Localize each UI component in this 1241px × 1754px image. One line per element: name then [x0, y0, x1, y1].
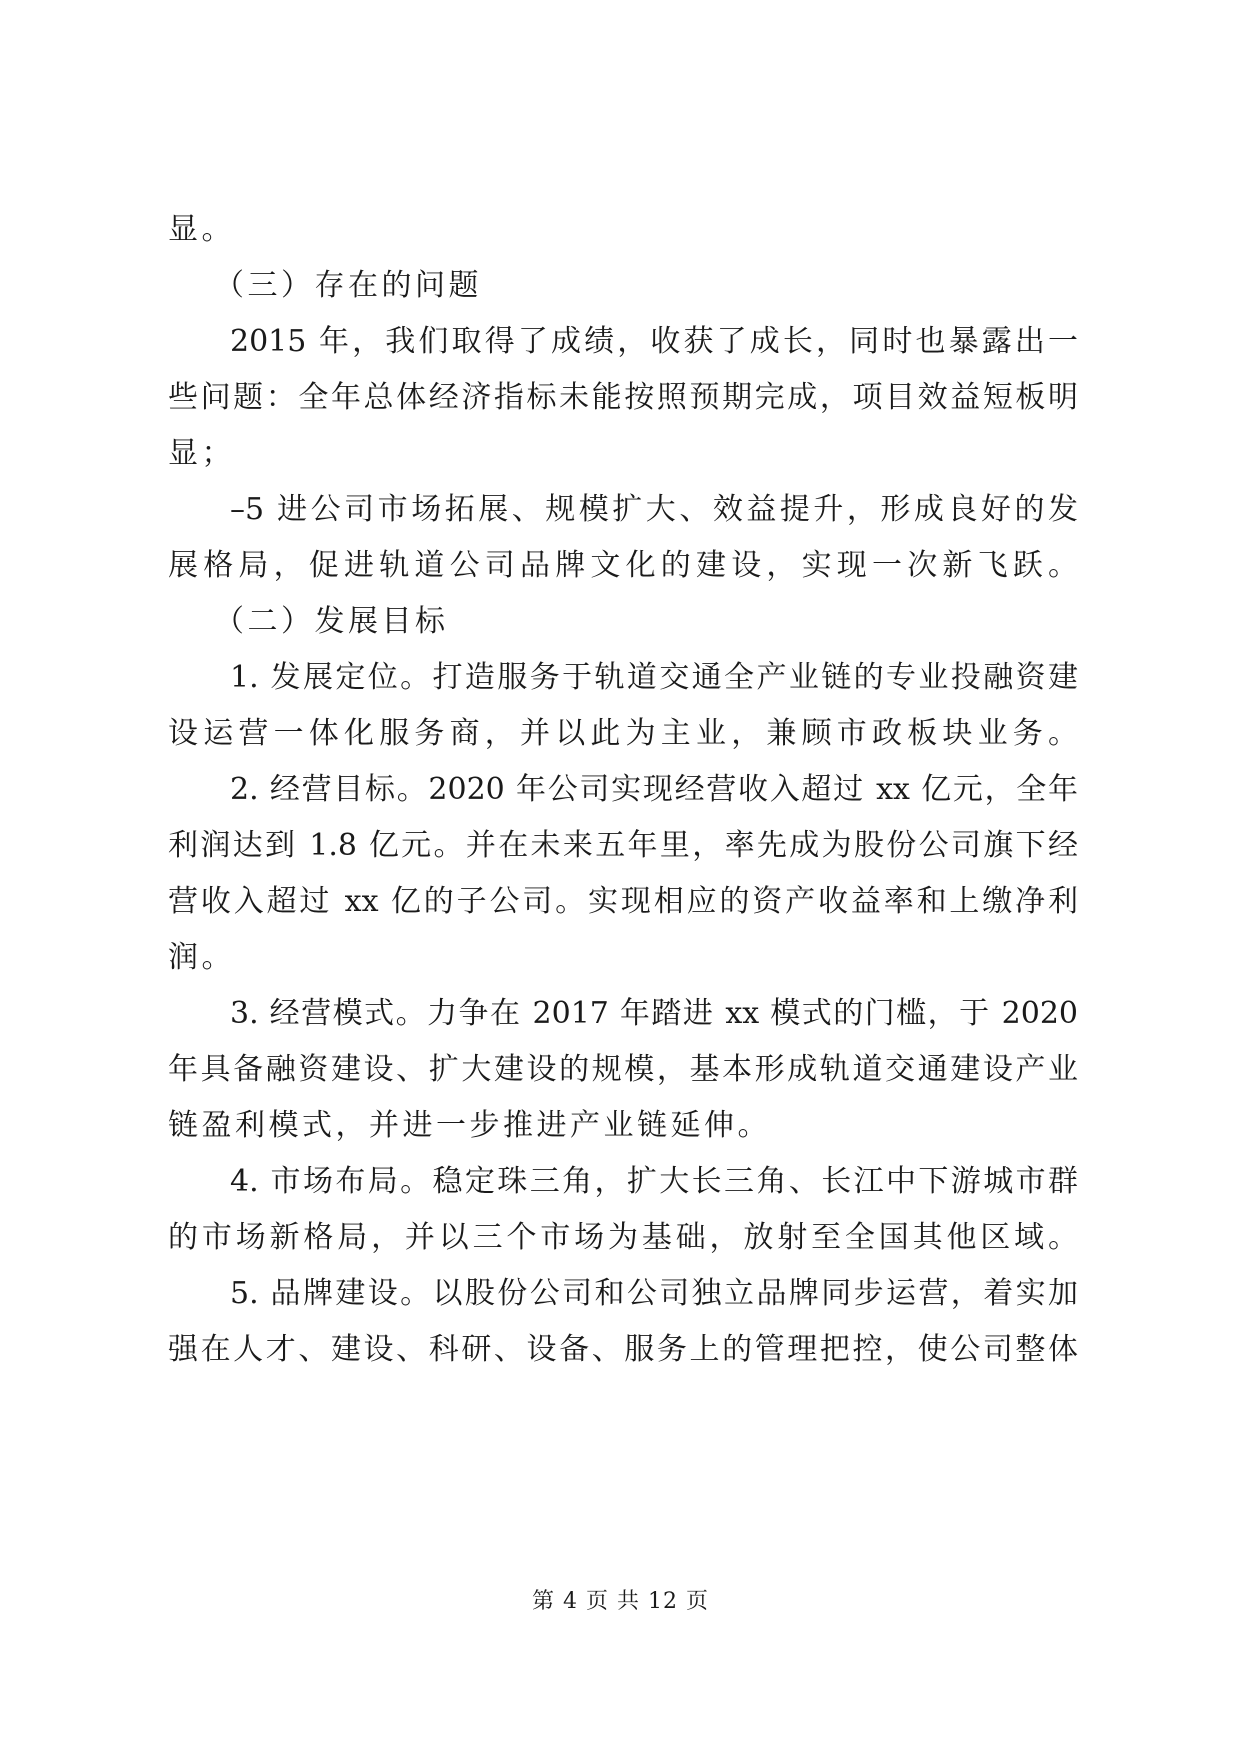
- paragraph-line: 强在人才、建设、科研、设备、服务上的管理把控，使公司整体: [168, 1332, 1078, 1367]
- paragraph-line: 些问题：全年总体经济指标未能按照预期完成，项目效益短板明: [168, 380, 1078, 415]
- paragraph-line: 利润达到 1.8 亿元。并在未来五年里，率先成为股份公司旗下经: [168, 828, 1078, 863]
- paragraph-line: 显；: [168, 436, 235, 471]
- paragraph-line: 营收入超过 xx 亿的子公司。实现相应的资产收益率和上缴净利: [168, 884, 1078, 919]
- section-heading: （三）存在的问题: [214, 268, 482, 303]
- page-number-footer: 第 4 页 共 12 页: [532, 1589, 709, 1614]
- paragraph-line: 显。: [168, 212, 235, 247]
- paragraph-line: 展格局，促进轨道公司品牌文化的建设，实现一次新飞跃。: [168, 548, 1078, 583]
- paragraph-line: –5 进公司市场拓展、规模扩大、效益提升，形成良好的发: [230, 492, 1078, 527]
- section-heading: （二）发展目标: [214, 604, 449, 639]
- paragraph-line: 设运营一体化服务商，并以此为主业，兼顾市政板块业务。: [168, 716, 1078, 751]
- paragraph-line: 2015 年，我们取得了成绩，收获了成长，同时也暴露出一: [230, 324, 1078, 359]
- paragraph-line: 5. 品牌建设。以股份公司和公司独立品牌同步运营，着实加: [230, 1276, 1078, 1311]
- paragraph-line: 的市场新格局，并以三个市场为基础，放射至全国其他区域。: [168, 1220, 1078, 1255]
- paragraph-line: 4. 市场布局。稳定珠三角，扩大长三角、长江中下游城市群: [230, 1164, 1078, 1199]
- paragraph-line: 润。: [168, 940, 235, 975]
- paragraph-line: 3. 经营模式。力争在 2017 年踏进 xx 模式的门槛，于 2020: [230, 996, 1078, 1031]
- paragraph-line: 2. 经营目标。2020 年公司实现经营收入超过 xx 亿元，全年: [230, 772, 1078, 807]
- paragraph-line: 链盈利模式，并进一步推进产业链延伸。: [168, 1108, 771, 1143]
- paragraph-line: 1. 发展定位。打造服务于轨道交通全产业链的专业投融资建: [230, 660, 1078, 695]
- paragraph-line: 年具备融资建设、扩大建设的规模，基本形成轨道交通建设产业: [168, 1052, 1078, 1087]
